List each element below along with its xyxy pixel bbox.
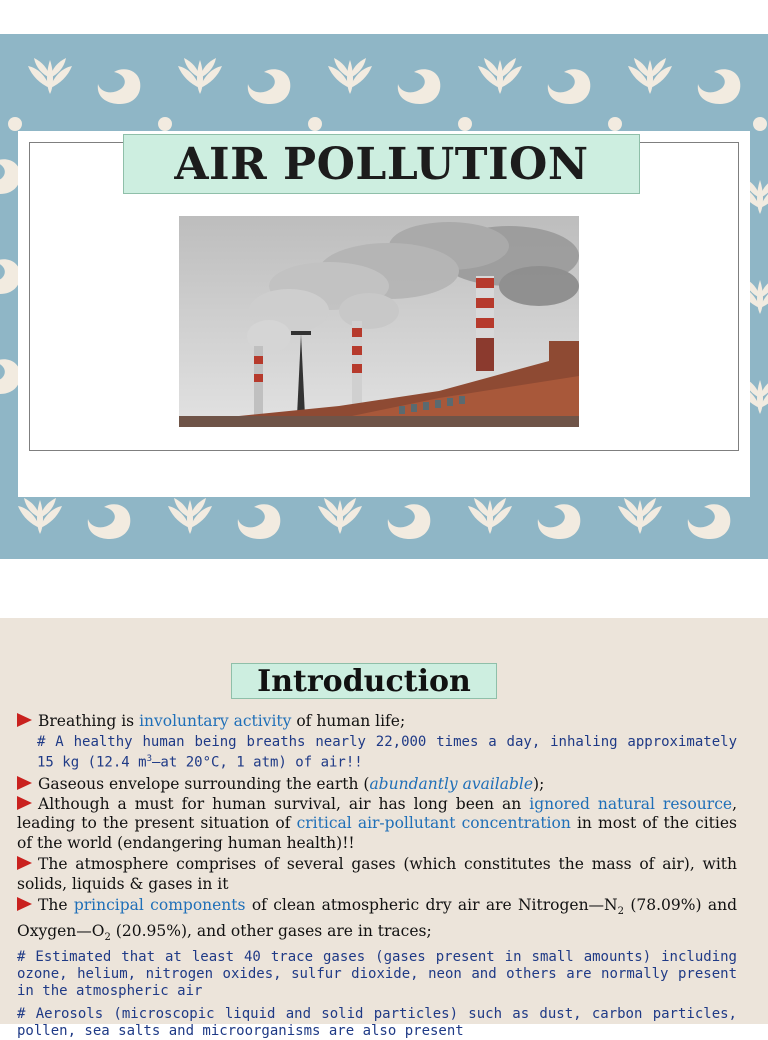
introduction-slide: [0, 618, 768, 1040]
title-card: [18, 131, 750, 497]
title-box: [123, 134, 640, 194]
section-heading-box: [231, 663, 497, 699]
bullet-gaseous-envelope: Gaseous envelope surrounding the earth (abundantly available);: [17, 775, 737, 795]
page-title: AIR POLLUTION: [174, 138, 589, 190]
bullet-ignored-resource: Although a must for human survival, air has long been an ignored natural resource, leading to the present situation of critical air-pollutant concentration in most of the cities of the world (endangering human health)!!: [17, 794, 737, 852]
bullet-principal-components: The principal components of clean atmospheric dry air are $Nitrogen—N_2$ (78.09%) and $Oxygen—O_2$ (20.95%), and other gases are in traces;: [17, 896, 737, 943]
sub-note-breaths: # A healthy human being breaths nearly 22,000 times a day, inhaling approximately 15 kg (12.4 $m^3—at$ 20°C, 1 atm) of air!!: [37, 733, 737, 771]
factory-smoke-image: [179, 216, 579, 427]
arrow-bullet-icon: [17, 713, 32, 727]
arrow-bullet-icon: [17, 897, 32, 911]
arrow-bullet-icon: [17, 796, 32, 810]
arrow-bullet-icon: [17, 776, 32, 790]
factory-illustration: [179, 216, 579, 427]
sub-note-aerosols: # Aerosols (microscopic liquid and solid particles) such as dust, carbon particles, pollen, sea salts and microorganisms are also present: [17, 1006, 737, 1040]
slide-content: [17, 712, 737, 1040]
bullet-breathing: Breathing is involuntary activity of human life;: [17, 712, 737, 732]
section-heading: Introduction: [257, 663, 471, 699]
arrow-bullet-icon: [17, 856, 32, 870]
sub-note-trace-gases: # Estimated that at least 40 trace gases (gases present in small amounts) including ozone, helium, nitrogen oxides, sulfur dioxide, neon and others are normally present in the atmospheric air: [17, 949, 737, 1000]
title-slide: [0, 34, 768, 559]
pattern-row-1: [28, 58, 740, 104]
pattern-row-2: [8, 117, 767, 131]
bullet-atmosphere: The atmosphere comprises of several gases (which constitutes the mass of air), with solids, liquids & gases in it: [17, 855, 737, 893]
